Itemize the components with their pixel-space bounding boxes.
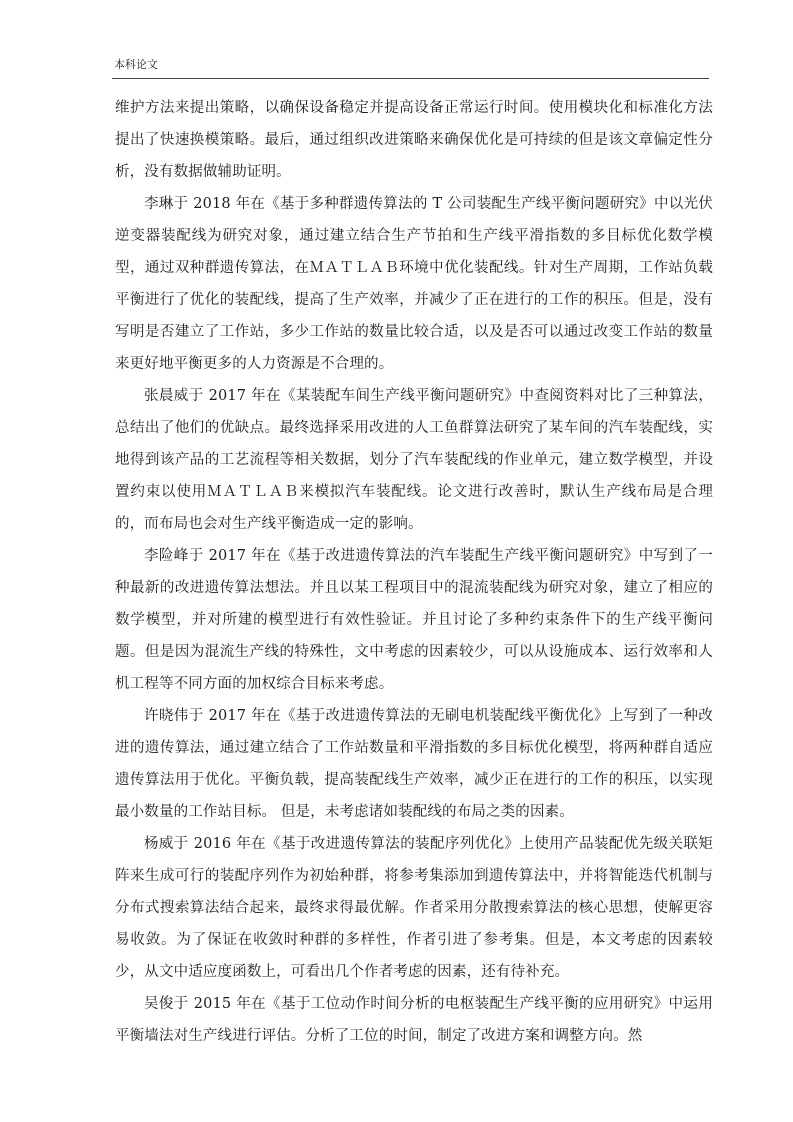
paragraph-6: 杨威于 2016 年在《基于改进遗传算法的装配序列优化》上使用产品装配优先级关联矩阵来生成可行的装配序列作为初始种群，将参考集添加到遗传算法中，并将智能迭代机制与分布式搜索算法结合起来，最终求得最优解。作者采用分散搜索算法的核心思想，使解更容易收敛。为了保证在收敛时种群的多样性，作者引进了参考集。但是，本文考虑的因素较少，从文中适应度函数上，可看出几个作者考虑的因素，还有待补充。 [115,836,713,980]
paragraph-5: 许晓伟于 2017 年在《基于改进遗传算法的无刷电机装配线平衡优化》上写到了一种改进的遗传算法，通过建立结合了工作站数量和平滑指数的多目标优化模型，将两种群自适应遗传算法用于优化。平衡负载，提高装配线生产效率，减少正在进行的工作的积压，以实现最小数量的工作站目标。 但是，未考虑诸如装配线的布局之类的因素。 [115,708,713,820]
paragraph-2: 李琳于 2018 年在《基于多种群遗传算法的 T 公司装配生产线平衡问题研究》中以光伏逆变器装配线为研究对象，通过建立结合生产节拍和生产线平滑指数的多目标优化数学模型，通过双种群遗传算法，在ＭＡＴＬＡＢ环境中优化装配线。针对生产周期，工作站负载平衡进行了优化的装配线，提高了生产效率，并减少了正在进行的工作的积压。但是，没有写明是否建立了工作站，多少工作站的数量比较合适，以及是否可以通过改变工作站的数量来更好地平衡更多的人力资源是不合理的。 [115,196,713,372]
document-body [115,92,713,1052]
paragraph-1: 维护方法来提出策略，以确保设备稳定并提高设备正常运行时间。使用模块化和标准化方法提出了快速换模策略。最后，通过组织改进策略来确保优化是可持续的但是该文章偏定性分析，没有数据做辅助证明。 [115,100,713,180]
page-header-title: 本科论文 [114,58,158,71]
paragraph-3: 张晨威于 2017 年在《某装配车间生产线平衡问题研究》中查阅资料对比了三种算法，总结出了他们的优缺点。最终选择采用改进的人工鱼群算法研究了某车间的汽车装配线，实地得到该产品的工艺流程等相关数据，划分了汽车装配线的作业单元，建立数学模型，并设置约束以使用ＭＡＴＬＡＢ来模拟汽车装配线。论文进行改善时，默认生产线布局是合理的，而布局也会对生产线平衡造成一定的影响。 [115,388,713,532]
header-divider [112,78,709,79]
paragraph-7: 吴俊于 2015 年在《基于工位动作时间分析的电枢装配生产线平衡的应用研究》中运用平衡墙法对生产线进行评估。分析了工位的时间，制定了改进方案和调整方向。然 [115,996,713,1044]
paragraph-4: 李险峰于 2017 年在《基于改进遗传算法的汽车装配生产线平衡问题研究》中写到了一种最新的改进遗传算法想法。并且以某工程项目中的混流装配线为研究对象，建立了相应的数学模型，并对所建的模型进行有效性验证。并且讨论了多种约束条件下的生产线平衡问题。但是因为混流生产线的特殊性，文中考虑的因素较少，可以从设施成本、运行效率和人机工程等不同方面的加权综合目标来考虑。 [115,548,713,692]
